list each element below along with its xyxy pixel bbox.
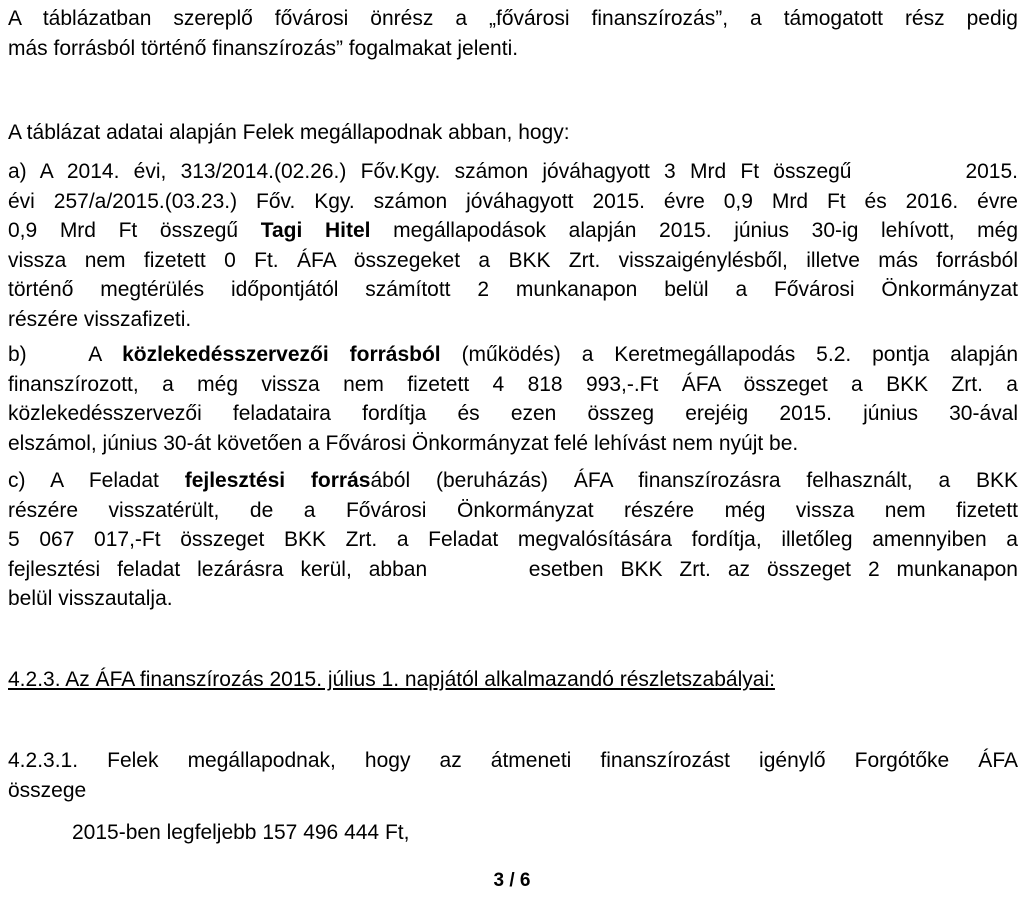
text-line: 4.2.3.1. Felek megállapodnak, hogy az átmeneti finanszírozást igénylő Forgótőke ÁFA xyxy=(8,749,1018,772)
text-line: történő megtérülés időpontjától számított 2 munkanapon belül a Fővárosi Önkormányzat xyxy=(8,278,1018,301)
text-line: A táblázatban szereplő fővárosi önrész a „fővárosi finanszírozás”, a támogatott rész pedig xyxy=(8,7,1018,30)
page-number: 3 / 6 xyxy=(493,870,531,891)
text-line: fejlesztési feladat lezárásra kerül, abban esetben BKK Zrt. az összeget 2 munkanapon xyxy=(8,557,1018,581)
text-line xyxy=(8,340,1018,370)
text-run: c) A Feladat xyxy=(8,469,185,492)
list-item-b xyxy=(8,340,1018,458)
text-line: közlekedésszervezői feladataira fordítja és ezen összeg erejéig 2015. június 30-ával xyxy=(8,402,1018,425)
bold-term: közlekedésszervezői forrásból xyxy=(122,343,441,366)
section-heading: 4.2.3. Az ÁFA finanszírozás 2015. július 1. napjától alkalmazandó részletszabályai: xyxy=(8,668,775,691)
text-line: más forrásból történő finanszírozás” fogalmakat jelenti. xyxy=(8,36,519,60)
list-item-c xyxy=(8,466,1018,614)
text-run: (működés) a Keretmegállapodás 5.2. pontja alapján xyxy=(440,343,1018,366)
text-line: részére visszatérült, de a Fővárosi Önkormányzat részére még vissza nem fizetett xyxy=(8,498,1018,522)
text-line xyxy=(8,216,1018,246)
bold-term: Tagi Hitel xyxy=(260,219,371,242)
list-item-a xyxy=(8,157,1018,334)
text-line: vissza nem fizetett 0 Ft. ÁFA összegeket a BKK Zrt. visszaigénylésből, illetve más forrásból xyxy=(8,248,1018,272)
paragraph-4-2-3-1 xyxy=(8,746,1018,805)
text-line: 5 067 017,-Ft összeget BKK Zrt. a Feladat megvalósítására fordítja, illetőleg amennyiben a xyxy=(8,528,1018,551)
text-line: finanszírozott, a még vissza nem fizetett 4 818 993,-.Ft ÁFA összeget a BKK Zrt. a xyxy=(8,372,1018,396)
text-line xyxy=(8,466,1018,496)
paragraph-definitions xyxy=(8,4,1018,63)
text-line: a) A 2014. évi, 313/2014.(02.26.) Főv.Kgy. számon jóváhagyott 3 Mrd Ft összegű 2015. xyxy=(8,160,1018,183)
text-line: elszámol, június 30-át követően a Fővárosi Önkormányzat felé lehívást nem nyújt be. xyxy=(8,431,799,455)
text-run: megállapodások alapján 2015. június 30-ig lehívott, még xyxy=(370,219,1019,242)
text-line: részére visszafizeti. xyxy=(8,307,192,331)
limit-amount-line: 2015-ben legfeljebb 157 496 444 Ft, xyxy=(72,821,410,844)
text-run: b) A xyxy=(8,343,123,366)
text-run: ából (beruházás) ÁFA finanszírozásra felhasznált, a BKK xyxy=(370,469,1018,492)
bold-term: fejlesztési forrás xyxy=(184,469,371,492)
text-line: összege xyxy=(8,778,87,802)
text-line: belül visszautalja. xyxy=(8,587,173,610)
text-line: évi 257/a/2015.(03.23.) Főv. Kgy. számon jóváhagyott 2015. évre 0,9 Mrd Ft és 2016. évre xyxy=(8,189,1018,213)
text-run: 0,9 Mrd Ft összegű xyxy=(8,219,261,242)
paragraph-agreement-intro: A táblázat adatai alapján Felek megállapodnak abban, hogy: xyxy=(8,121,570,144)
